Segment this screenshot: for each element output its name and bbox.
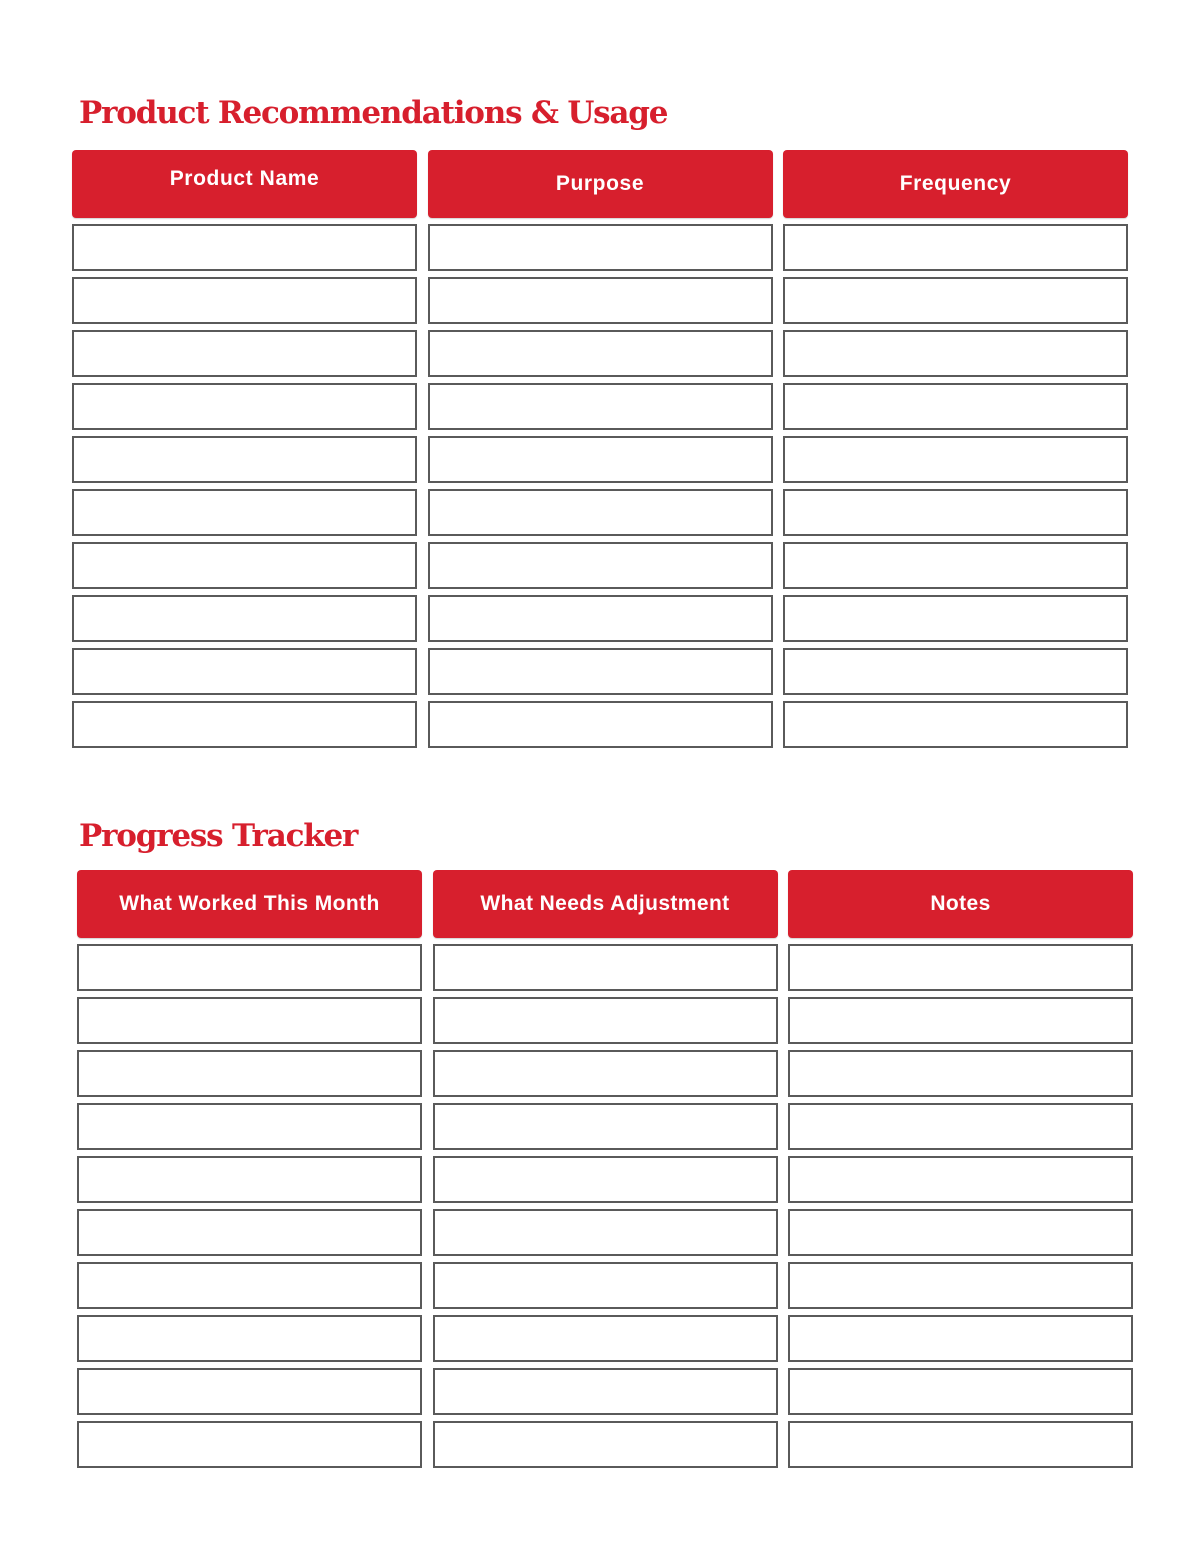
table-cell[interactable] bbox=[788, 944, 1133, 991]
table-cell[interactable] bbox=[788, 1368, 1133, 1415]
table-cell[interactable] bbox=[77, 1262, 422, 1309]
table-cell[interactable] bbox=[783, 330, 1128, 377]
table-cell[interactable] bbox=[428, 489, 773, 536]
column-header-purpose: Purpose bbox=[428, 150, 773, 218]
table-cell[interactable] bbox=[72, 542, 417, 589]
table-cell[interactable] bbox=[77, 944, 422, 991]
table-cell[interactable] bbox=[783, 595, 1128, 642]
table-cell[interactable] bbox=[72, 383, 417, 430]
table-cell[interactable] bbox=[783, 489, 1128, 536]
table-cell[interactable] bbox=[788, 1156, 1133, 1203]
table-cell[interactable] bbox=[428, 595, 773, 642]
table-cell[interactable] bbox=[77, 1156, 422, 1203]
table-cell[interactable] bbox=[788, 1421, 1133, 1468]
table-cell[interactable] bbox=[428, 542, 773, 589]
product-recommendations-table bbox=[72, 150, 1128, 748]
column-header-product-name: Product Name bbox=[72, 150, 417, 218]
table-cell[interactable] bbox=[433, 1209, 778, 1256]
table-cell[interactable] bbox=[428, 224, 773, 271]
table-cell[interactable] bbox=[788, 1209, 1133, 1256]
table-cell[interactable] bbox=[77, 1050, 422, 1097]
table-cell[interactable] bbox=[433, 997, 778, 1044]
column-header-needs-adjustment: What Needs Adjustment bbox=[433, 870, 778, 938]
table-cell[interactable] bbox=[77, 1315, 422, 1362]
table-cell[interactable] bbox=[788, 1050, 1133, 1097]
table-cell[interactable] bbox=[428, 436, 773, 483]
table-cell[interactable] bbox=[783, 648, 1128, 695]
table-cell[interactable] bbox=[433, 1103, 778, 1150]
table-cell[interactable] bbox=[433, 1368, 778, 1415]
table-cell[interactable] bbox=[428, 701, 773, 748]
table-cell[interactable] bbox=[72, 330, 417, 377]
table-cell[interactable] bbox=[433, 1262, 778, 1309]
table-cell[interactable] bbox=[783, 436, 1128, 483]
table-cell[interactable] bbox=[72, 701, 417, 748]
table-cell[interactable] bbox=[428, 277, 773, 324]
table-cell[interactable] bbox=[77, 1368, 422, 1415]
table-cell[interactable] bbox=[72, 277, 417, 324]
table-cell[interactable] bbox=[77, 997, 422, 1044]
table-cell[interactable] bbox=[783, 542, 1128, 589]
table-cell[interactable] bbox=[433, 944, 778, 991]
table-cell[interactable] bbox=[77, 1421, 422, 1468]
table-cell[interactable] bbox=[72, 224, 417, 271]
section-title-product-recommendations: Product Recommendations & Usage bbox=[79, 95, 668, 131]
table-cell[interactable] bbox=[428, 648, 773, 695]
column-header-what-worked: What Worked This Month bbox=[77, 870, 422, 938]
table-cell[interactable] bbox=[788, 997, 1133, 1044]
column-header-notes: Notes bbox=[788, 870, 1133, 938]
section-title-progress-tracker: Progress Tracker bbox=[79, 818, 358, 854]
table-cell[interactable] bbox=[783, 224, 1128, 271]
progress-tracker-table bbox=[77, 870, 1133, 1468]
table-cell[interactable] bbox=[72, 489, 417, 536]
column-header-frequency: Frequency bbox=[783, 150, 1128, 218]
table-cell[interactable] bbox=[788, 1262, 1133, 1309]
table-cell[interactable] bbox=[77, 1103, 422, 1150]
table-cell[interactable] bbox=[77, 1209, 422, 1256]
table-cell[interactable] bbox=[788, 1103, 1133, 1150]
table-cell[interactable] bbox=[433, 1315, 778, 1362]
table-cell[interactable] bbox=[788, 1315, 1133, 1362]
table-cell[interactable] bbox=[783, 277, 1128, 324]
table-cell[interactable] bbox=[428, 383, 773, 430]
table-cell[interactable] bbox=[783, 701, 1128, 748]
table-cell[interactable] bbox=[72, 595, 417, 642]
table-cell[interactable] bbox=[72, 648, 417, 695]
table-cell[interactable] bbox=[783, 383, 1128, 430]
table-cell[interactable] bbox=[428, 330, 773, 377]
table-cell[interactable] bbox=[72, 436, 417, 483]
table-cell[interactable] bbox=[433, 1421, 778, 1468]
table-cell[interactable] bbox=[433, 1050, 778, 1097]
table-cell[interactable] bbox=[433, 1156, 778, 1203]
